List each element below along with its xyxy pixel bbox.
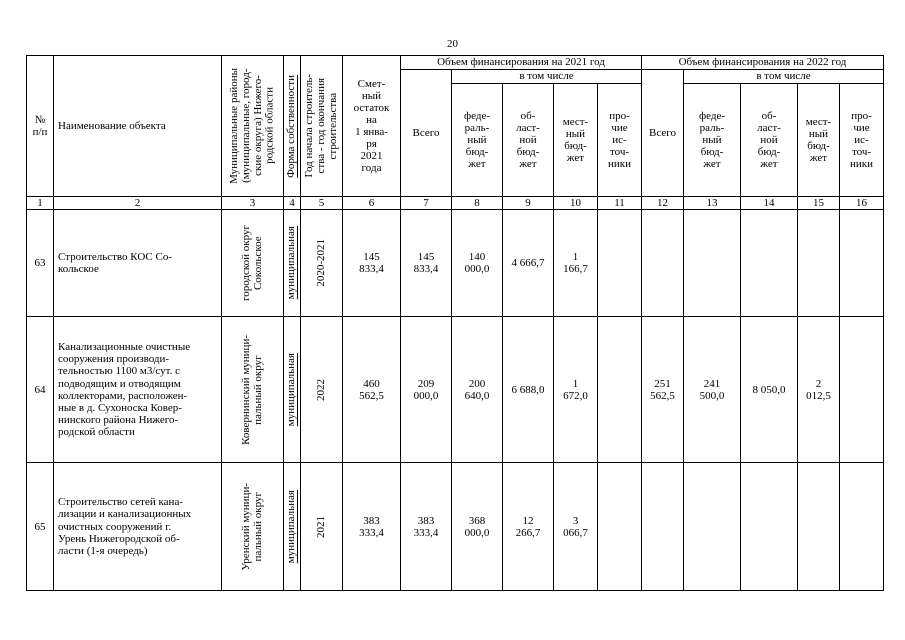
other-2021 bbox=[598, 463, 642, 591]
header-including-2022: в том числе bbox=[684, 70, 884, 84]
header-including-2021: в том числе bbox=[452, 70, 642, 84]
ownership-text: муниципальная bbox=[285, 226, 298, 300]
header-col-years-text: Год начала строитель- ства - год окончания строительства bbox=[302, 74, 339, 178]
col-number: 11 bbox=[598, 197, 642, 210]
other-2021 bbox=[598, 317, 642, 463]
financing-table bbox=[26, 55, 884, 591]
ownership-cell bbox=[284, 210, 301, 317]
local-2021: 1 166,7 bbox=[554, 210, 598, 317]
local-2021: 3 066,7 bbox=[554, 463, 598, 591]
page-number: 20 bbox=[447, 38, 458, 50]
federal-2022 bbox=[684, 463, 741, 591]
total-2021: 383 333,4 bbox=[401, 463, 452, 591]
header-group-2022: Объем финансирования на 2022 год bbox=[642, 56, 884, 70]
district-text: городской округ Сокольское bbox=[239, 225, 264, 302]
col-number: 15 bbox=[798, 197, 840, 210]
ownership-cell bbox=[284, 317, 301, 463]
years-text: 2020-2021 bbox=[314, 239, 327, 287]
header-col-ownership-text: Форма собственности bbox=[285, 74, 298, 178]
years-cell bbox=[301, 317, 343, 463]
col-number: 1 bbox=[27, 197, 54, 210]
header-col-ownership bbox=[284, 56, 301, 197]
other-2022 bbox=[840, 463, 884, 591]
federal-2022: 241 500,0 bbox=[684, 317, 741, 463]
estimate-value: 383 333,4 bbox=[343, 463, 401, 591]
other-2021 bbox=[598, 210, 642, 317]
col-number: 12 bbox=[642, 197, 684, 210]
header-col-district bbox=[222, 56, 284, 197]
local-2021: 1 672,0 bbox=[554, 317, 598, 463]
col-number: 13 bbox=[684, 197, 741, 210]
regional-2021: 12 266,7 bbox=[503, 463, 554, 591]
col-number: 6 bbox=[343, 197, 401, 210]
row-number: 63 bbox=[27, 210, 54, 317]
header-total-2022: Всего bbox=[642, 70, 684, 197]
years-cell bbox=[301, 463, 343, 591]
header-local-2021: мест- ный бюд- жет bbox=[554, 84, 598, 197]
header-col-years bbox=[301, 56, 343, 197]
header-col-estimate: Смет- ный остаток на 1 янва- ря 2021 года bbox=[343, 56, 401, 197]
other-2022 bbox=[840, 210, 884, 317]
total-2021: 145 833,4 bbox=[401, 210, 452, 317]
header-regional-2022: об- ласт- ной бюд- жет bbox=[741, 84, 798, 197]
district-text: Уренский муници- пальный округ bbox=[239, 482, 264, 571]
header-col-district-text: Муниципальные районы (муниципальные, город- ские округа) Нижего- родской области bbox=[227, 68, 276, 184]
federal-2021: 140 000,0 bbox=[452, 210, 503, 317]
col-number: 3 bbox=[222, 197, 284, 210]
total-2022 bbox=[642, 210, 684, 317]
total-2022: 251 562,5 bbox=[642, 317, 684, 463]
years-cell bbox=[301, 210, 343, 317]
ownership-cell bbox=[284, 463, 301, 591]
years-text: 2022 bbox=[314, 378, 327, 401]
header-col-no: № п/п bbox=[27, 56, 54, 197]
row-number: 65 bbox=[27, 463, 54, 591]
column-numbers-row bbox=[27, 197, 884, 210]
estimate-value: 460 562,5 bbox=[343, 317, 401, 463]
col-number: 4 bbox=[284, 197, 301, 210]
header-total-2021: Всего bbox=[401, 70, 452, 197]
header-row-1 bbox=[27, 56, 884, 70]
table-row bbox=[27, 463, 884, 591]
district-cell bbox=[222, 317, 284, 463]
header-group-2021: Объем финансирования на 2021 год bbox=[401, 56, 642, 70]
federal-2021: 368 000,0 bbox=[452, 463, 503, 591]
local-2022 bbox=[798, 463, 840, 591]
district-cell bbox=[222, 463, 284, 591]
col-number: 7 bbox=[401, 197, 452, 210]
col-number: 9 bbox=[503, 197, 554, 210]
object-name: Строительство сетей кана- лизации и канализационных очистных сооружений г. Урень Нижегородской об- ласти (1-я очередь) bbox=[54, 463, 222, 591]
estimate-value: 145 833,4 bbox=[343, 210, 401, 317]
header-federal-2021: феде- раль- ный бюд- жет bbox=[452, 84, 503, 197]
years-text: 2021 bbox=[314, 515, 327, 538]
header-regional-2021: об- ласт- ной бюд- жет bbox=[503, 84, 554, 197]
district-text: Ковернинский муници- пальный округ bbox=[239, 334, 264, 445]
col-number: 8 bbox=[452, 197, 503, 210]
regional-2021: 4 666,7 bbox=[503, 210, 554, 317]
object-name: Канализационные очистные сооружения производи- тельностью 1100 м3/сут. с подводящим и отводящим коллекторами, расположен- ные в д. Сухоноска Ковер- нинского района Нижего- родской области bbox=[54, 317, 222, 463]
regional-2022 bbox=[741, 210, 798, 317]
regional-2021: 6 688,0 bbox=[503, 317, 554, 463]
local-2022 bbox=[798, 210, 840, 317]
total-2021: 209 000,0 bbox=[401, 317, 452, 463]
header-other-2021: про- чие ис- точ- ники bbox=[598, 84, 642, 197]
federal-2021: 200 640,0 bbox=[452, 317, 503, 463]
col-number: 14 bbox=[741, 197, 798, 210]
district-cell bbox=[222, 210, 284, 317]
header-col-name: Наименование объекта bbox=[54, 56, 222, 197]
col-number: 16 bbox=[840, 197, 884, 210]
col-number: 2 bbox=[54, 197, 222, 210]
col-number: 5 bbox=[301, 197, 343, 210]
row-number: 64 bbox=[27, 317, 54, 463]
table-row bbox=[27, 317, 884, 463]
table-row bbox=[27, 210, 884, 317]
ownership-text: муниципальная bbox=[285, 489, 298, 564]
regional-2022 bbox=[741, 463, 798, 591]
federal-2022 bbox=[684, 210, 741, 317]
col-number: 10 bbox=[554, 197, 598, 210]
local-2022: 2 012,5 bbox=[798, 317, 840, 463]
header-federal-2022: феде- раль- ный бюд- жет bbox=[684, 84, 741, 197]
other-2022 bbox=[840, 317, 884, 463]
ownership-text: муниципальная bbox=[285, 352, 298, 427]
header-local-2022: мест- ный бюд- жет bbox=[798, 84, 840, 197]
total-2022 bbox=[642, 463, 684, 591]
header-other-2022: про- чие ис- точ- ники bbox=[840, 84, 884, 197]
object-name: Строительство КОС Со- кольское bbox=[54, 210, 222, 317]
regional-2022: 8 050,0 bbox=[741, 317, 798, 463]
